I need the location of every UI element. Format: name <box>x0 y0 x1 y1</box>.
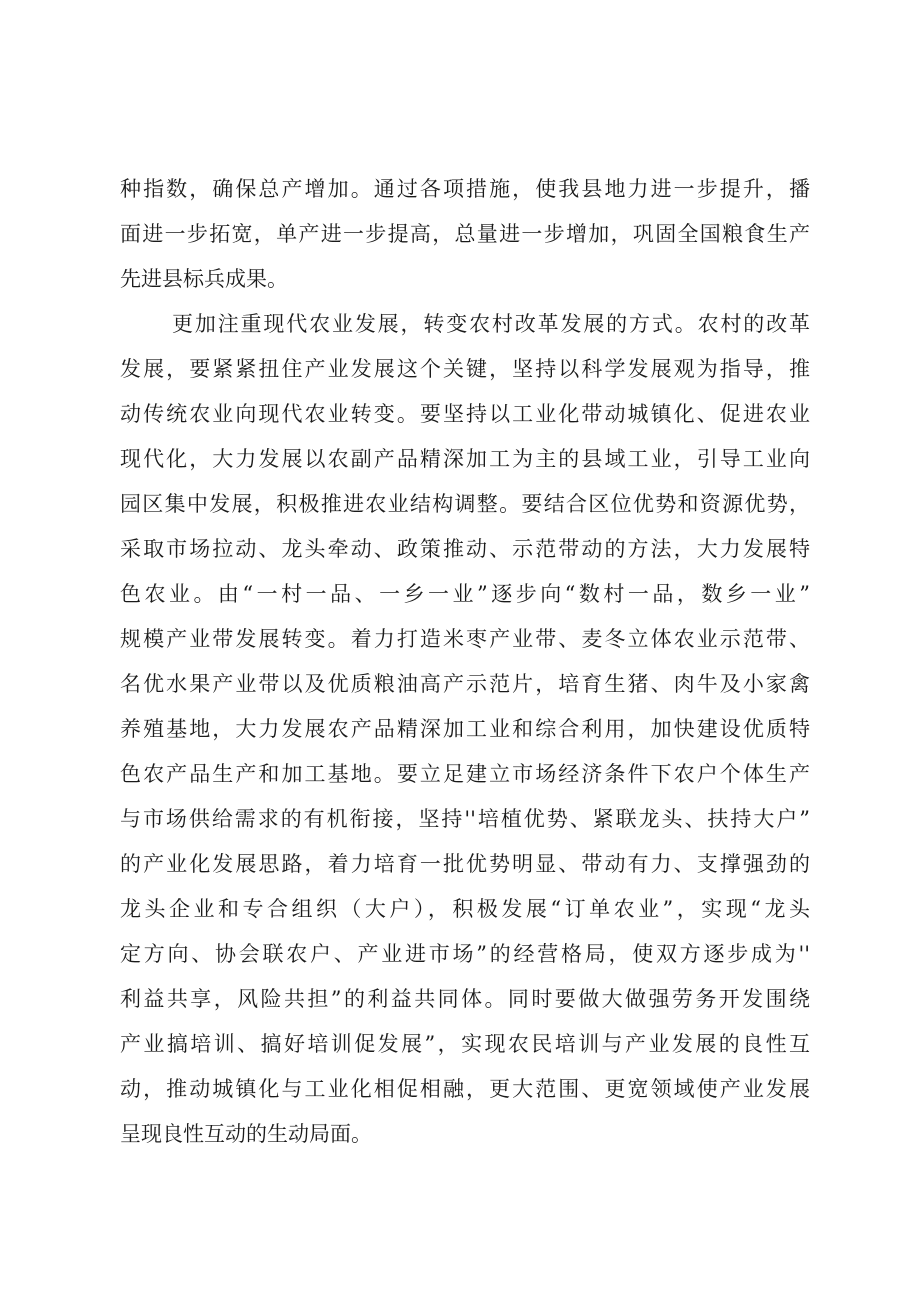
text-line: 利益共享，风险共担”的利益共同体。同时要做大做强劳务开发围绕 <box>120 987 810 1011</box>
text-line: 采取市场拉动、龙头牵动、政策推动、示范带动的方法，大力发展特 <box>120 537 810 561</box>
text-line: 动，推动城镇化与工业化相促相融，更大范围、更宽领域使产业发展 <box>120 1077 810 1101</box>
text-line: 与市场供给需求的有机衔接，坚持''培植优势、紧联龙头、扶持大户” <box>120 807 810 831</box>
text-line: 定方向、协会联农户、产业进市场”的经营格局，使双方逐步成为'' <box>120 942 810 966</box>
text-line: 的产业化发展思路，着力培育一批优势明显、带动有力、支撑强劲的 <box>120 852 810 876</box>
text-line: 规模产业带发展转变。着力打造米枣产业带、麦冬立体农业示范带、 <box>120 627 810 651</box>
text-line: 色农产品生产和加工基地。要立足建立市场经济条件下农户个体生产 <box>120 762 810 786</box>
text-line: 名优水果产业带以及优质粮油高产示范片，培育生猪、肉牛及小家禽 <box>120 672 810 696</box>
text-line: 发展，要紧紧扭住产业发展这个关键，坚持以科学发展观为指导，推 <box>120 357 810 381</box>
text-line: 养殖基地，大力发展农产品精深加工业和综合利用，加快建设优质特 <box>120 717 810 741</box>
text-line: 色农业。由“一村一品、一乡一业”逐步向“数村一品，数乡一业” <box>120 582 810 606</box>
text-line: 更加注重现代农业发展，转变农村改革发展的方式。农村的改革 <box>172 312 810 336</box>
paragraph-2 <box>120 302 810 1157</box>
document-body <box>120 167 810 1157</box>
text-line: 产业搞培训、搞好培训促发展”，实现农民培训与产业发展的良性互 <box>120 1032 810 1056</box>
text-line: 动传统农业向现代农业转变。要坚持以工业化带动城镇化、促进农业 <box>120 402 810 426</box>
paragraph-1 <box>120 167 810 302</box>
text-line: 园区集中发展，积极推进农业结构调整。要结合区位优势和资源优势， <box>120 492 810 516</box>
text-line: 现代化，大力发展以农副产品精深加工为主的县域工业，引导工业向 <box>120 447 810 471</box>
text-line: 种指数，确保总产增加。通过各项措施，使我县地力进一步提升，播 <box>120 177 810 201</box>
text-line: 呈现良性互动的生动局面。 <box>120 1122 372 1146</box>
text-line: 龙头企业和专合组织（大户），积极发展“订单农业”，实现“龙头 <box>120 897 810 921</box>
text-line: 先进县标兵成果。 <box>120 267 288 291</box>
text-line: 面进一步拓宽，单产进一步提高，总量进一步增加，巩固全国粮食生产 <box>120 222 810 246</box>
